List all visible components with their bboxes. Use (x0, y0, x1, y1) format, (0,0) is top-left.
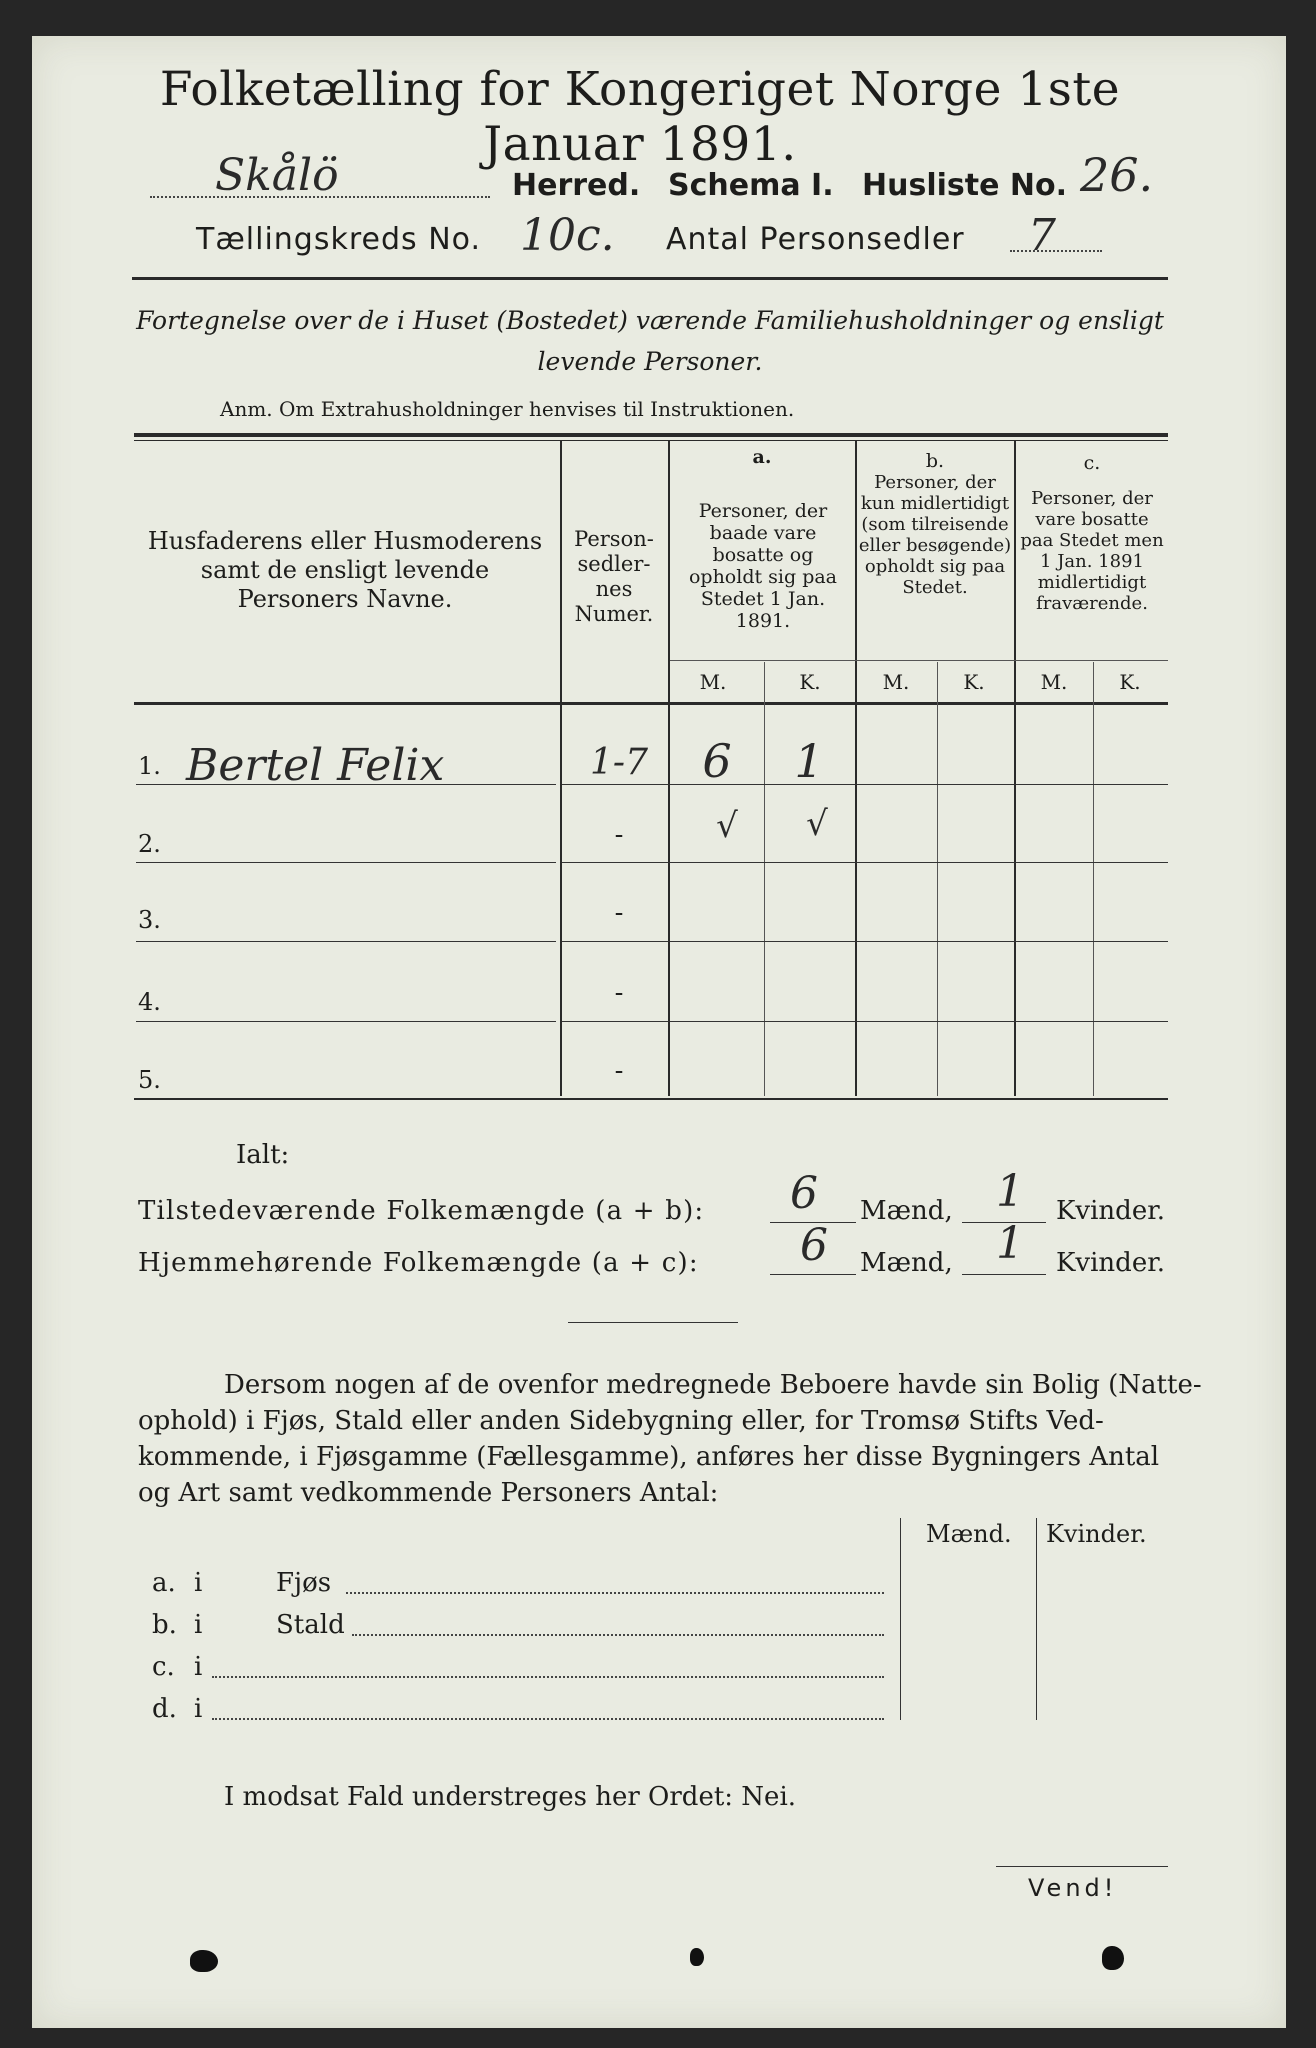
row-2-a-m: √ (716, 806, 738, 846)
row-1-rule (562, 784, 1168, 785)
buildings-para-2: ophold) i Fjøs, Stald eller anden Sidebygning eller, for Tromsø Stifts Ved- (138, 1406, 1104, 1436)
a-m-label: M. (699, 670, 727, 694)
header-names: Husfaderens eller Husmoderens samt de ensligt levende Personers Navne. (147, 527, 543, 613)
tilstede-maend: Mænd, (860, 1196, 953, 1226)
taellingskreds-value: 10c. (520, 210, 615, 261)
c-m-label: M. (1040, 670, 1068, 694)
row-1-a-k: 1 (794, 734, 824, 788)
row-3-rule-name (136, 941, 556, 942)
row-3-rule (562, 941, 1168, 942)
hjemme-label: Hjemmehørende Folkemængde (a + c): (138, 1248, 699, 1278)
row-1-a-m: 6 (702, 734, 732, 788)
vend-rule (996, 1866, 1168, 1867)
c-k-label: K. (1119, 670, 1141, 694)
building-a-dots (346, 1592, 884, 1594)
building-b-prep: i (194, 1610, 203, 1640)
row-3-number: 3. (138, 906, 161, 934)
col-divider-a (764, 662, 765, 1096)
building-c-prep: i (194, 1652, 203, 1682)
hjemme-m-line (770, 1274, 856, 1275)
header-c-letter: c. (1083, 452, 1101, 474)
hjemme-k-value: 1 (996, 1218, 1024, 1269)
ink-blot-left (190, 1950, 218, 1972)
row-2-numer: - (614, 820, 624, 850)
building-b-label: Stald (276, 1610, 345, 1640)
row-5-number: 5. (138, 1066, 161, 1094)
building-b-dots (352, 1634, 884, 1636)
taellingskreds-label: Tællingskreds No. (196, 222, 481, 257)
building-d-letter: d. (152, 1694, 177, 1724)
hjemme-maend: Mænd, (860, 1248, 953, 1278)
header-b-letter: b. (925, 450, 945, 472)
herred-value: Skålö (215, 150, 339, 201)
row-3-numer: - (614, 898, 624, 928)
hjemme-kvinder: Kvinder. (1056, 1248, 1166, 1278)
ink-blot-right (1102, 1946, 1124, 1970)
intro-line-2: levende Personer. (537, 347, 763, 376)
footer-note: I modsat Fald understreges her Ordet: Nei. (224, 1782, 797, 1812)
b-m-label: M. (882, 670, 910, 694)
row-5-numer: - (614, 1056, 624, 1086)
col-divider-c (1093, 662, 1094, 1096)
header-a-letter: a. (752, 446, 772, 468)
building-a-prep: i (194, 1568, 203, 1598)
table-header-rule (134, 702, 1168, 705)
vend-label: Vend! (1028, 1874, 1118, 1902)
row-1-number: 1. (138, 752, 161, 780)
tilstede-label: Tilstedeværende Folkemængde (a + b): (138, 1196, 705, 1226)
ialt-label: Ialt: (236, 1140, 290, 1170)
a-k-label: K. (799, 670, 821, 694)
section-divider (568, 1322, 738, 1323)
tilstede-m-value: 6 (790, 1168, 818, 1219)
buildings-col-line-1 (900, 1518, 901, 1720)
building-c-dots (212, 1676, 884, 1678)
mk-header-rule (670, 660, 1168, 661)
row-2-a-k: √ (806, 804, 828, 844)
building-a-label: Fjøs (276, 1568, 332, 1598)
buildings-col-kvinder: Kvinder. (1046, 1520, 1147, 1548)
row-2-number: 2. (138, 830, 161, 858)
husliste-value: 26. (1080, 148, 1154, 202)
anm-note: Anm. Om Extrahusholdninger henvises til Instruktionen. (220, 397, 795, 421)
col-divider-b (937, 662, 938, 1096)
building-c-letter: c. (152, 1652, 175, 1682)
b-k-label: K. (963, 670, 985, 694)
header-numer: Person-sedler-nes Numer. (574, 527, 654, 626)
row-2-rule-name (136, 862, 556, 863)
antal-value: 7 (1028, 210, 1056, 261)
row-1-name: Bertel Felix (186, 740, 445, 791)
schema-label: Schema I. (668, 168, 834, 203)
husliste-label: Husliste No. (862, 168, 1067, 203)
col-divider-2 (668, 440, 670, 1096)
buildings-col-maend: Mænd. (926, 1520, 1012, 1548)
antal-dotline (1010, 250, 1102, 252)
hjemme-k-line (962, 1274, 1046, 1275)
building-b-letter: b. (152, 1610, 177, 1640)
row-4-numer: - (614, 978, 624, 1008)
building-a-letter: a. (152, 1568, 176, 1598)
tilstede-kvinder: Kvinder. (1056, 1196, 1166, 1226)
building-d-prep: i (194, 1694, 203, 1724)
buildings-col-line-2 (1036, 1518, 1037, 1720)
col-divider-1 (560, 440, 562, 1096)
antal-label: Antal Personsedler (666, 222, 965, 257)
ink-blot-center (690, 1948, 704, 1966)
header-c-text: Personer, der vare bosatte paa Stedet men 1 Jan. 1891 midlertidigt fraværende. (1020, 488, 1164, 614)
table-top-rule (134, 433, 1168, 437)
intro-line-1: Fortegnelse over de i Huset (Bostedet) værende Familiehusholdninger og ensligt (136, 306, 1164, 335)
hjemme-m-value: 6 (800, 1220, 828, 1271)
tilstede-k-value: 1 (996, 1166, 1024, 1217)
header-b-text: Personer, der kun midlertidigt (som tilreisende eller besøgende) opholdt sig paa Stedet. (858, 472, 1012, 598)
buildings-para-4: og Art samt vedkommende Personers Antal: (138, 1478, 719, 1508)
header-a-text: Personer, der baade vare bosatte og opholdt sig paa Stedet 1 Jan. 1891. (688, 500, 838, 632)
header-rule (132, 277, 1168, 280)
buildings-para-1: Dersom nogen af de ovenfor medregnede Beboere havde sin Bolig (Natte- (224, 1370, 1202, 1400)
buildings-para-3: kommende, i Fjøsgamme (Fællesgamme), anføres her disse Bygningers Antal (138, 1442, 1160, 1472)
row-1-numer: 1-7 (590, 742, 648, 783)
herred-label: Herred. (512, 168, 641, 203)
table-top-rule-thin (134, 440, 1168, 441)
row-4-rule (562, 1021, 1168, 1022)
row-4-number: 4. (138, 988, 161, 1016)
row-2-rule (562, 862, 1168, 863)
form-title: Folketælling for Kongeriget Norge 1ste Januar 1891. (159, 62, 1121, 172)
building-d-dots (212, 1718, 884, 1720)
table-bottom-rule (134, 1098, 1168, 1100)
row-4-rule-name (136, 1021, 556, 1022)
